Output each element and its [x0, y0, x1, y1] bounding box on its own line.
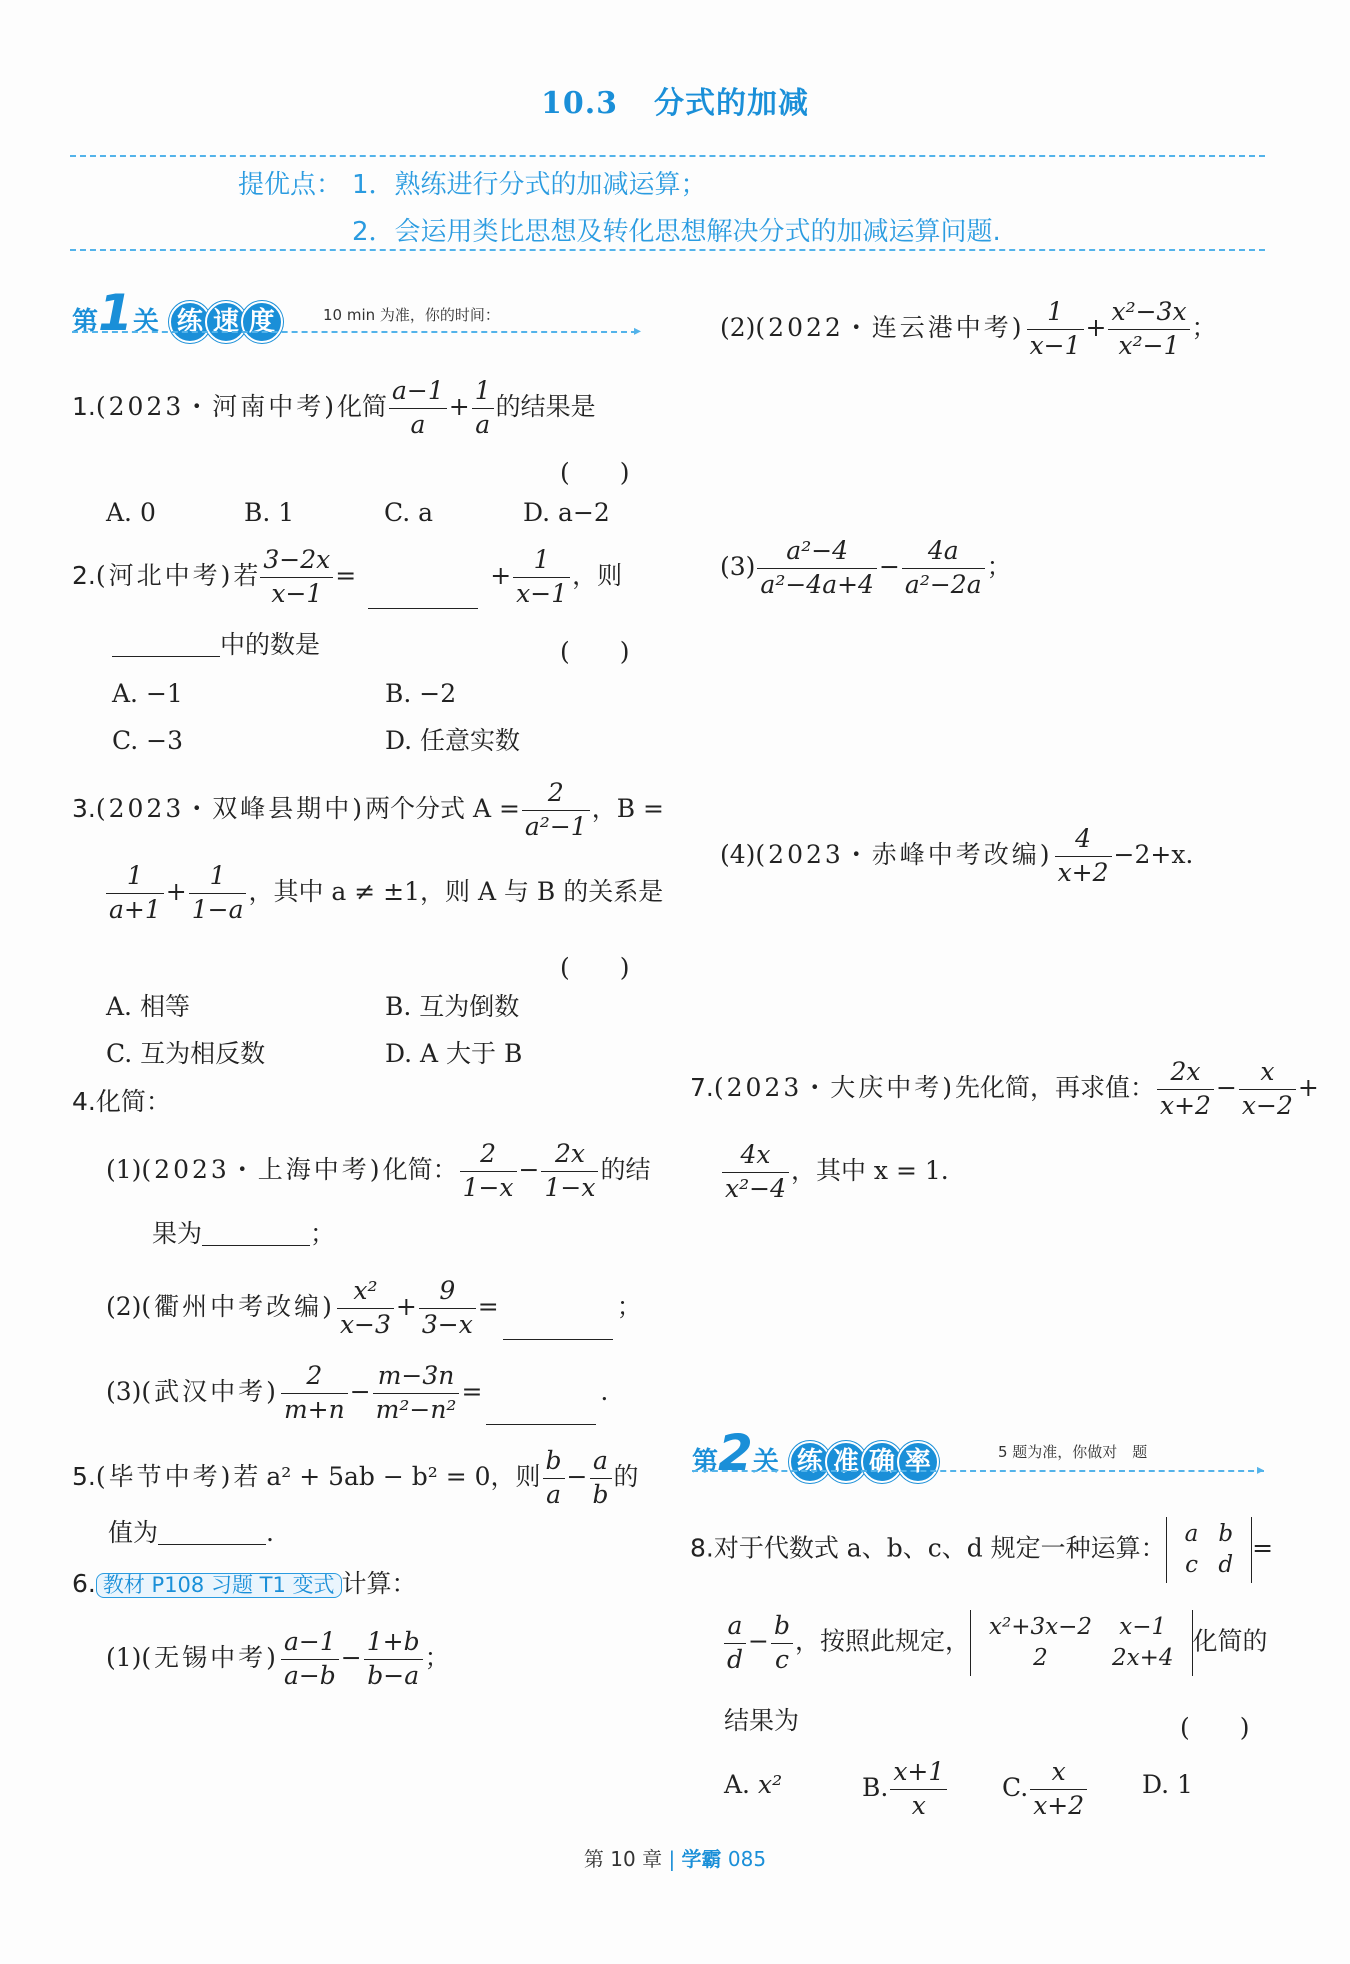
stage2-char-3: 确 — [861, 1441, 903, 1483]
divider-bottom — [70, 249, 1265, 251]
section-number: 10.3 — [540, 86, 619, 121]
key-points-label: 提优点： — [238, 170, 343, 200]
page-footer — [0, 1843, 1350, 1872]
q8-option-d: D. 1 — [1142, 1770, 1193, 1799]
q7-line2: $\frac{4x}{\text{x²−4}}$ ，其中 x = 1. — [720, 1141, 949, 1204]
stage1-char-3: 度 — [241, 301, 283, 343]
q1-option-d: D. a−2 — [523, 498, 610, 527]
section-name: 分式的加减 — [654, 86, 810, 121]
q3-answer-paren: ( ) — [560, 953, 630, 982]
section-title — [0, 78, 1350, 122]
stage1-char-1: 练 — [169, 301, 211, 343]
arrow-icon: ▸ — [634, 323, 642, 339]
key-point-2: 2．会运用类比思想及转化思想解决分式的加减运算问题. — [352, 217, 1001, 247]
q3-option-a: A. 相等 — [106, 992, 190, 1021]
question-3: 3.(2023・双峰县期中)两个分式 A = $\frac{2}{\text{a²−1}}$ ，B = — [72, 778, 664, 841]
q4-part-1: (1)(2023・上海中考)化简： $\frac{2}{1-x}$ − $\frac{2x}{1-x}$ 的结 — [106, 1139, 651, 1202]
q6-part-3: (3) $\frac{\text{a²−4}}{\text{a²−4a+4}}$ − $\frac{4a}{\text{a²−2a}}$ ； — [720, 536, 1012, 599]
q3-option-c: C. 互为相反数 — [106, 1039, 266, 1068]
footer-separator: | — [668, 1847, 676, 1871]
footer-brand: 学霸 — [681, 1847, 722, 1871]
stage2-char-1: 练 — [789, 1441, 831, 1483]
stage2-char-4: 率 — [897, 1441, 939, 1483]
stage2-line — [692, 1470, 1264, 1472]
q3-option-b: B. 互为倒数 — [385, 992, 520, 1021]
q1-option-a: A. 0 — [106, 498, 156, 527]
divider-top — [70, 155, 1265, 157]
q5-line2: 值为 . — [108, 1518, 274, 1547]
q2-option-a: A. −1 — [112, 679, 183, 708]
q4-part-3: (3)(武汉中考) $\frac{2}{m+n}$ − $\frac{m-3n}{\text{m²−n²}}$ = . — [106, 1361, 609, 1424]
question-6: 6. 教材 P108 习题 T1 变式 计算： — [72, 1569, 417, 1598]
q1-option-b: B. 1 — [244, 498, 295, 527]
q1-answer-paren: ( ) — [560, 458, 630, 487]
textbook-tag: 教材 P108 习题 T1 变式 — [96, 1573, 342, 1598]
stage2-number: 2 — [718, 1424, 753, 1482]
q2-answer-paren: ( ) — [560, 637, 630, 666]
key-point-1: 1．熟练进行分式的加减运算； — [352, 170, 707, 200]
q8-line3: 结果为 — [724, 1706, 800, 1735]
q3-option-d: D. A 大于 B — [385, 1039, 523, 1068]
arrow-icon-2: ▸ — [1257, 1462, 1265, 1478]
stage2-header: 第2关 练 准 确 率 — [692, 1424, 933, 1483]
q4-part-2: (2)(衢州中考改编) $\frac{\text{x²}}{x-3}$ + $\frac{9}{3-x}$ = ； — [106, 1276, 642, 1339]
stage1-number: 1 — [98, 284, 133, 342]
q2-option-b: B. −2 — [385, 679, 457, 708]
q8-option-c: C. $\frac{x}{x+2}$ — [1002, 1758, 1089, 1821]
q4-part-1-line2: 果为 ； — [152, 1219, 336, 1248]
q3-line2: $\frac{1}{a+1}$ + $\frac{1}{1-a}$ ，其中 a ≠ ±1，则 A 与 B 的关系是 — [104, 862, 663, 925]
q8-option-a: A. x² — [724, 1770, 783, 1799]
q6-part-1: (1)(无锡中考) $\frac{a-1}{a-b}$ − $\frac{1+b}{b-a}$ ； — [106, 1627, 450, 1690]
q2-option-d: D. 任意实数 — [385, 726, 521, 755]
stage2-note: 5 题为准，你做对 题 — [998, 1443, 1148, 1461]
stage1-char-2: 速 — [205, 301, 247, 343]
q2-option-c: C. −3 — [112, 726, 183, 755]
q8-answer-paren: ( ) — [1180, 1713, 1250, 1742]
footer-chapter: 第 10 章 — [583, 1847, 663, 1871]
question-2: 2.(河北中考)若 $\frac{3-2x}{x-1}$ = + $\frac{1}{x-1}$ ，则 — [72, 545, 623, 608]
question-1: 1.(2023・河南中考)化简 $\frac{a-1}{a}$ + $\frac{1}{a}$ 的结果是 — [72, 376, 596, 439]
stage1-header: 第1关 练 速 度 — [72, 284, 277, 343]
q8-line2: $\frac{a}{d}$ − $\frac{b}{c}$ ，按照此规定， x²+3x−2 x−1 2 2x+4 化简的 — [722, 1610, 1268, 1676]
question-5: 5.(毕节中考)若 a² + 5ab − b² = 0，则 $\frac{b}{a}$ − $\frac{a}{b}$ 的 — [72, 1446, 639, 1509]
question-8: 8.对于代数式 a、b、c、d 规定一种运算： a b c d = — [690, 1517, 1273, 1583]
stage1-line — [72, 331, 637, 333]
stage1-note: 10 min 为准，你的时间： — [323, 306, 500, 324]
q8-option-b: B. $\frac{x+1}{x}$ — [862, 1758, 949, 1821]
question-7: 7.(2023・大庆中考)先化简，再求值： $\frac{2x}{x+2}$ − $\frac{x}{x-2}$ + — [690, 1057, 1319, 1120]
footer-page-number: 085 — [727, 1847, 767, 1871]
determinant-expression: x²+3x−2 x−1 2 2x+4 — [970, 1610, 1193, 1676]
stage2-char-2: 准 — [825, 1441, 867, 1483]
q6-part-4: (4)(2023・赤峰中考改编) $\frac{4}{x+2}$ −2+x. — [720, 824, 1194, 887]
q2-line2: 中的数是 — [112, 632, 320, 657]
q6-part-2: (2)(2022・连云港中考) $\frac{1}{x-1}$ + $\frac{\text{x²−3x}}{\text{x²−1}}$ ； — [720, 297, 1217, 360]
determinant-abcd: a b c d — [1166, 1517, 1252, 1583]
q1-option-c: C. a — [384, 498, 434, 527]
question-4: 4.化简： — [72, 1087, 171, 1116]
